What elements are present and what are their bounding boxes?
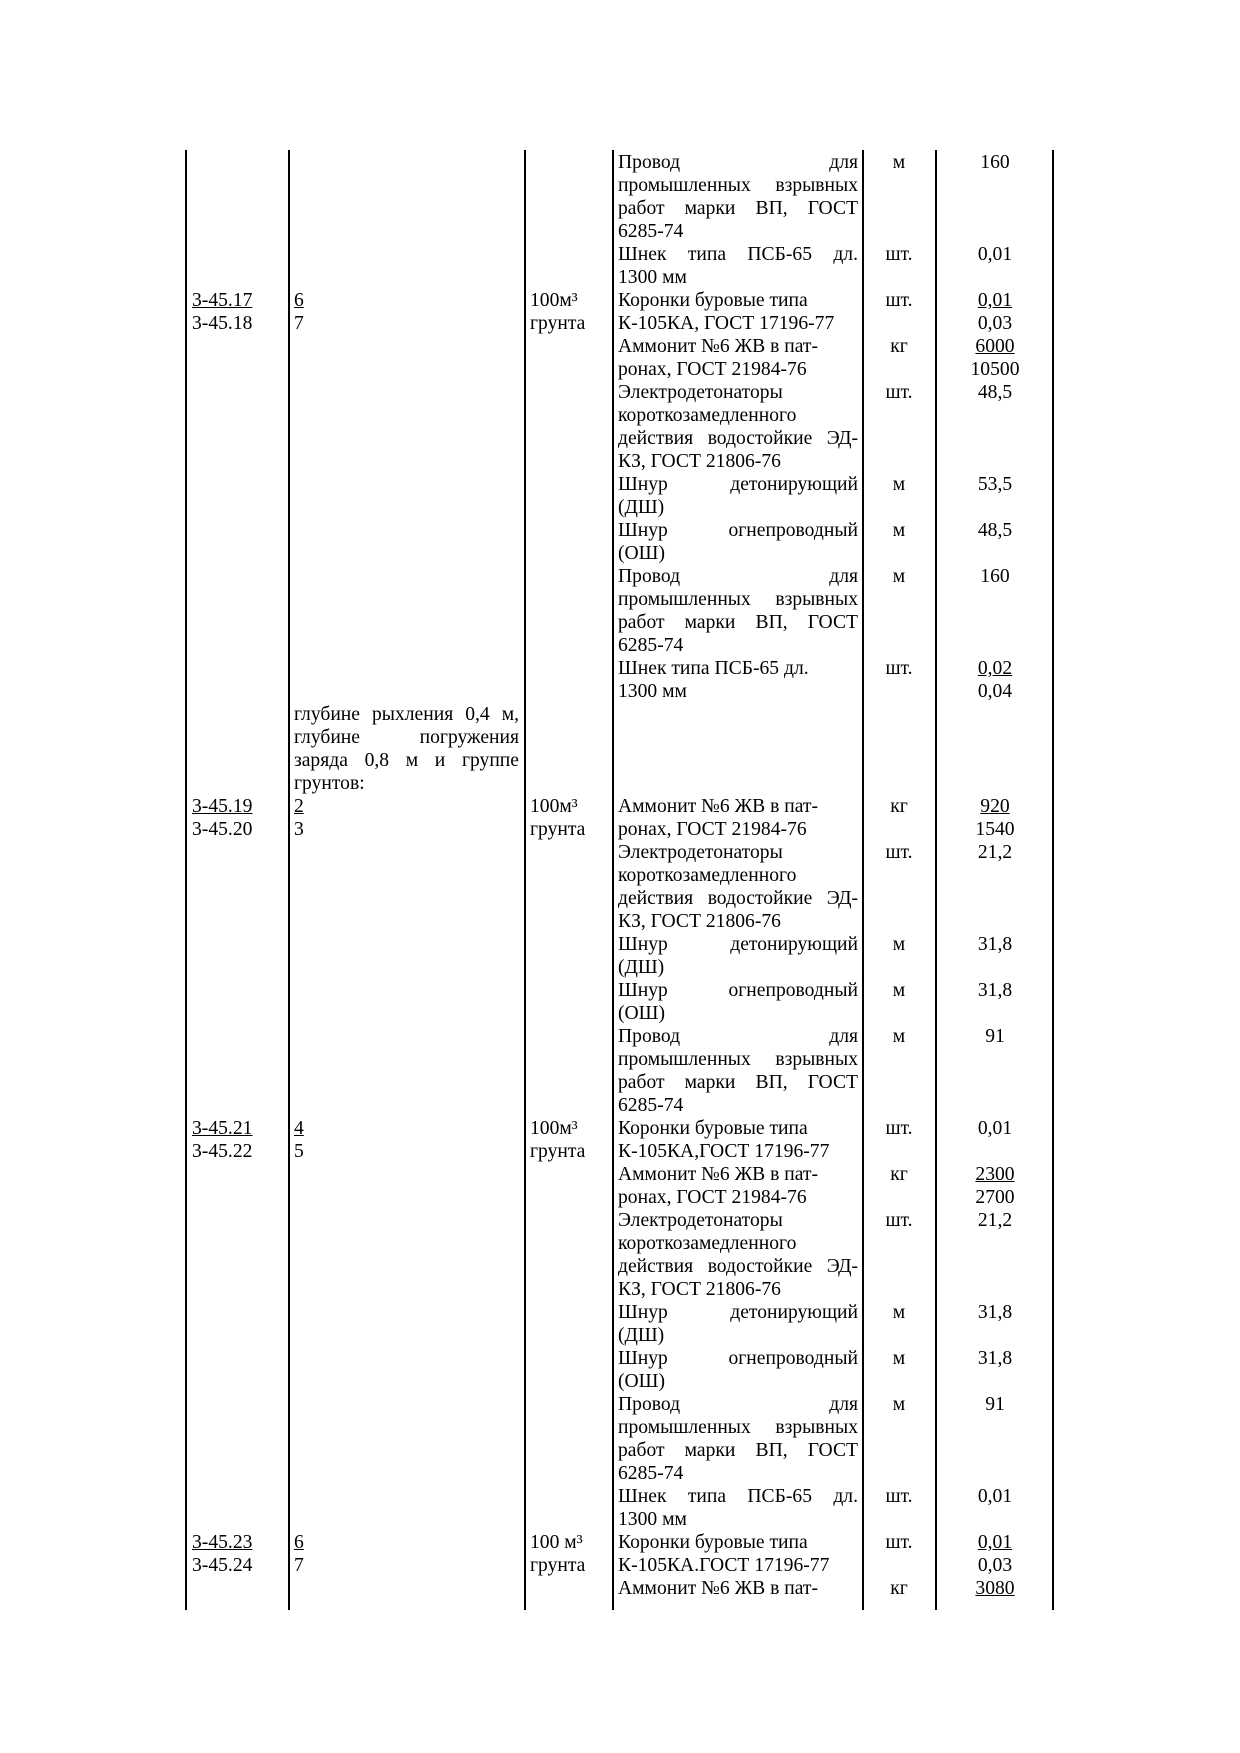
resource-name-cell: промышленных взрывных [618, 175, 858, 196]
measure-unit-cell: 100м³ [530, 1118, 578, 1139]
resource-name-cell: действия водостойкие ЭД- [618, 1256, 858, 1277]
resource-name-cell: (ОШ) [618, 543, 665, 564]
unit-cell: м [892, 980, 906, 1001]
resource-name-cell: ронах, ГОСТ 21984-76 [618, 819, 807, 840]
quantity-cell: 0,03 [977, 313, 1013, 334]
quantity-cell: 2300 [975, 1164, 1015, 1185]
quantity-cell: 0,01 [977, 1118, 1013, 1139]
resource-name-cell: работ марки ВП, ГОСТ [618, 198, 858, 219]
measure-unit-cell: грунта [530, 819, 586, 840]
resource-name-cell: Шнур детонирующий [618, 934, 858, 955]
number-cell: глубине рыхления 0,4 м, [294, 704, 519, 725]
resource-name-cell: работ марки ВП, ГОСТ [618, 612, 858, 633]
resource-name-cell: Шнур огнепроводный [618, 520, 858, 541]
unit-cell: м [892, 474, 906, 495]
resource-name-cell: Коронки буровые типа [618, 1532, 808, 1553]
resource-name-cell: промышленных взрывных [618, 1049, 858, 1070]
unit-cell: шт. [885, 244, 913, 265]
resource-name-cell: К-105КА.ГОСТ 17196-77 [618, 1555, 830, 1576]
resource-name-cell: 6285-74 [618, 1095, 684, 1116]
resource-name-cell: Провод для [618, 1394, 858, 1415]
number-cell: 3 [294, 819, 304, 840]
resource-name-cell: Коронки буровые типа [618, 1118, 808, 1139]
resource-name-cell: работ марки ВП, ГОСТ [618, 1072, 858, 1093]
column-border [1052, 150, 1054, 1610]
resource-name-cell: Электродетонаторы [618, 382, 783, 403]
resource-name-cell: короткозамедленного [618, 865, 797, 886]
resource-name-cell: Провод для [618, 1026, 858, 1047]
unit-cell: шт. [885, 382, 913, 403]
quantity-cell: 3080 [975, 1578, 1015, 1599]
number-cell: заряда 0,8 м и группе [294, 750, 519, 771]
resource-name-cell: К-105КА,ГОСТ 17196-77 [618, 1141, 830, 1162]
resource-name-cell: (ОШ) [618, 1003, 665, 1024]
resource-name-cell: Шнек типа ПСБ-65 дл. [618, 1486, 858, 1507]
resource-name-cell: действия водостойкие ЭД- [618, 888, 858, 909]
resource-name-cell: Аммонит №6 ЖВ в пат- [618, 336, 819, 357]
unit-cell: м [892, 1348, 906, 1369]
column-border [612, 150, 614, 1610]
resource-name-cell: Шнур огнепроводный [618, 1348, 858, 1369]
resource-name-cell: (ОШ) [618, 1371, 665, 1392]
resource-name-cell: Шнур огнепроводный [618, 980, 858, 1001]
quantity-cell: 0,01 [977, 290, 1013, 311]
unit-cell: м [892, 566, 906, 587]
unit-cell: шт. [885, 1118, 913, 1139]
number-cell: 7 [294, 1555, 304, 1576]
quantity-cell: 160 [980, 566, 1010, 587]
resource-name-cell: промышленных взрывных [618, 1417, 858, 1438]
resource-name-cell: работ марки ВП, ГОСТ [618, 1440, 858, 1461]
column-border [524, 150, 526, 1610]
code-cell: 3-45.17 [192, 290, 253, 311]
resource-name-cell: Электродетонаторы [618, 1210, 783, 1231]
resource-name-cell: (ДШ) [618, 1325, 665, 1346]
code-cell: 3-45.21 [192, 1118, 253, 1139]
measure-unit-cell: грунта [530, 1555, 586, 1576]
number-cell: 7 [294, 313, 304, 334]
quantity-cell: 920 [980, 796, 1010, 817]
quantity-cell: 0,04 [977, 681, 1013, 702]
resource-name-cell: ронах, ГОСТ 21984-76 [618, 359, 807, 380]
quantity-cell: 10500 [970, 359, 1020, 380]
resource-name-cell: 6285-74 [618, 1463, 684, 1484]
resource-name-cell: 6285-74 [618, 635, 684, 656]
column-border [935, 150, 937, 1610]
resource-name-cell: (ДШ) [618, 497, 665, 518]
quantity-cell: 1540 [975, 819, 1015, 840]
quantity-cell: 0,02 [977, 658, 1013, 679]
resource-name-cell: КЗ, ГОСТ 21806-76 [618, 451, 781, 472]
unit-cell: м [892, 934, 906, 955]
quantity-cell: 21,2 [977, 1210, 1013, 1231]
number-cell: глубине погружения [294, 727, 519, 748]
unit-cell: шт. [885, 658, 913, 679]
unit-cell: кг [890, 336, 908, 357]
code-cell: 3-45.22 [192, 1141, 253, 1162]
unit-cell: м [892, 1394, 906, 1415]
number-cell: грунтов: [294, 773, 365, 794]
resource-name-cell: КЗ, ГОСТ 21806-76 [618, 911, 781, 932]
resource-name-cell: 1300 мм [618, 681, 687, 702]
measure-unit-cell: 100 м³ [530, 1532, 583, 1553]
resource-name-cell: промышленных взрывных [618, 589, 858, 610]
quantity-cell: 0,01 [977, 1532, 1013, 1553]
measure-unit-cell: грунта [530, 1141, 586, 1162]
code-cell: 3-45.20 [192, 819, 253, 840]
resource-name-cell: действия водостойкие ЭД- [618, 428, 858, 449]
resource-name-cell: Электродетонаторы [618, 842, 783, 863]
quantity-cell: 2700 [975, 1187, 1015, 1208]
unit-cell: шт. [885, 1210, 913, 1231]
quantity-cell: 21,2 [977, 842, 1013, 863]
code-cell: 3-45.23 [192, 1532, 253, 1553]
code-cell: 3-45.19 [192, 796, 253, 817]
quantity-cell: 48,5 [977, 520, 1013, 541]
resource-name-cell: 1300 мм [618, 267, 687, 288]
resource-name-cell: Провод для [618, 152, 858, 173]
unit-cell: м [892, 1302, 906, 1323]
number-cell: 5 [294, 1141, 304, 1162]
resource-name-cell: короткозамедленного [618, 1233, 797, 1254]
quantity-cell: 160 [980, 152, 1010, 173]
quantity-cell: 0,01 [977, 244, 1013, 265]
unit-cell: шт. [885, 1532, 913, 1553]
resource-name-cell: Аммонит №6 ЖВ в пат- [618, 796, 819, 817]
resource-name-cell: К-105КА, ГОСТ 17196-77 [618, 313, 835, 334]
resource-name-cell: Провод для [618, 566, 858, 587]
unit-cell: м [892, 520, 906, 541]
quantity-cell: 31,8 [977, 980, 1013, 1001]
unit-cell: кг [890, 796, 908, 817]
unit-cell: кг [890, 1164, 908, 1185]
unit-cell: шт. [885, 290, 913, 311]
column-border [288, 150, 290, 1610]
quantity-cell: 91 [985, 1026, 1005, 1047]
resource-name-cell: Шнур детонирующий [618, 1302, 858, 1323]
unit-cell: м [892, 152, 906, 173]
resource-name-cell: ронах, ГОСТ 21984-76 [618, 1187, 807, 1208]
resource-name-cell: (ДШ) [618, 957, 665, 978]
quantity-cell: 48,5 [977, 382, 1013, 403]
column-border [862, 150, 864, 1610]
measure-unit-cell: грунта [530, 313, 586, 334]
unit-cell: шт. [885, 842, 913, 863]
quantity-cell: 0,03 [977, 1555, 1013, 1576]
resource-name-cell: КЗ, ГОСТ 21806-76 [618, 1279, 781, 1300]
quantity-cell: 0,01 [977, 1486, 1013, 1507]
number-cell: 4 [294, 1118, 304, 1139]
number-cell: 6 [294, 1532, 304, 1553]
code-cell: 3-45.18 [192, 313, 253, 334]
unit-cell: шт. [885, 1486, 913, 1507]
resource-name-cell: Шнур детонирующий [618, 474, 858, 495]
column-border [185, 150, 187, 1610]
number-cell: 6 [294, 290, 304, 311]
quantity-cell: 91 [985, 1394, 1005, 1415]
resource-name-cell: Аммонит №6 ЖВ в пат- [618, 1164, 819, 1185]
number-cell: 2 [294, 796, 304, 817]
resource-name-cell: 1300 мм [618, 1509, 687, 1530]
code-cell: 3-45.24 [192, 1555, 253, 1576]
quantity-cell: 31,8 [977, 1302, 1013, 1323]
quantity-cell: 31,8 [977, 1348, 1013, 1369]
quantity-cell: 53,5 [977, 474, 1013, 495]
resource-name-cell: Шнек типа ПСБ-65 дл. [618, 658, 809, 679]
quantity-cell: 6000 [975, 336, 1015, 357]
measure-unit-cell: 100м³ [530, 290, 578, 311]
resource-name-cell: короткозамедленного [618, 405, 797, 426]
resource-name-cell: 6285-74 [618, 221, 684, 242]
resource-name-cell: Коронки буровые типа [618, 290, 808, 311]
measure-unit-cell: 100м³ [530, 796, 578, 817]
unit-cell: м [892, 1026, 906, 1047]
unit-cell: кг [890, 1578, 908, 1599]
quantity-cell: 31,8 [977, 934, 1013, 955]
resource-name-cell: Шнек типа ПСБ-65 дл. [618, 244, 858, 265]
resource-name-cell: Аммонит №6 ЖВ в пат- [618, 1578, 819, 1599]
